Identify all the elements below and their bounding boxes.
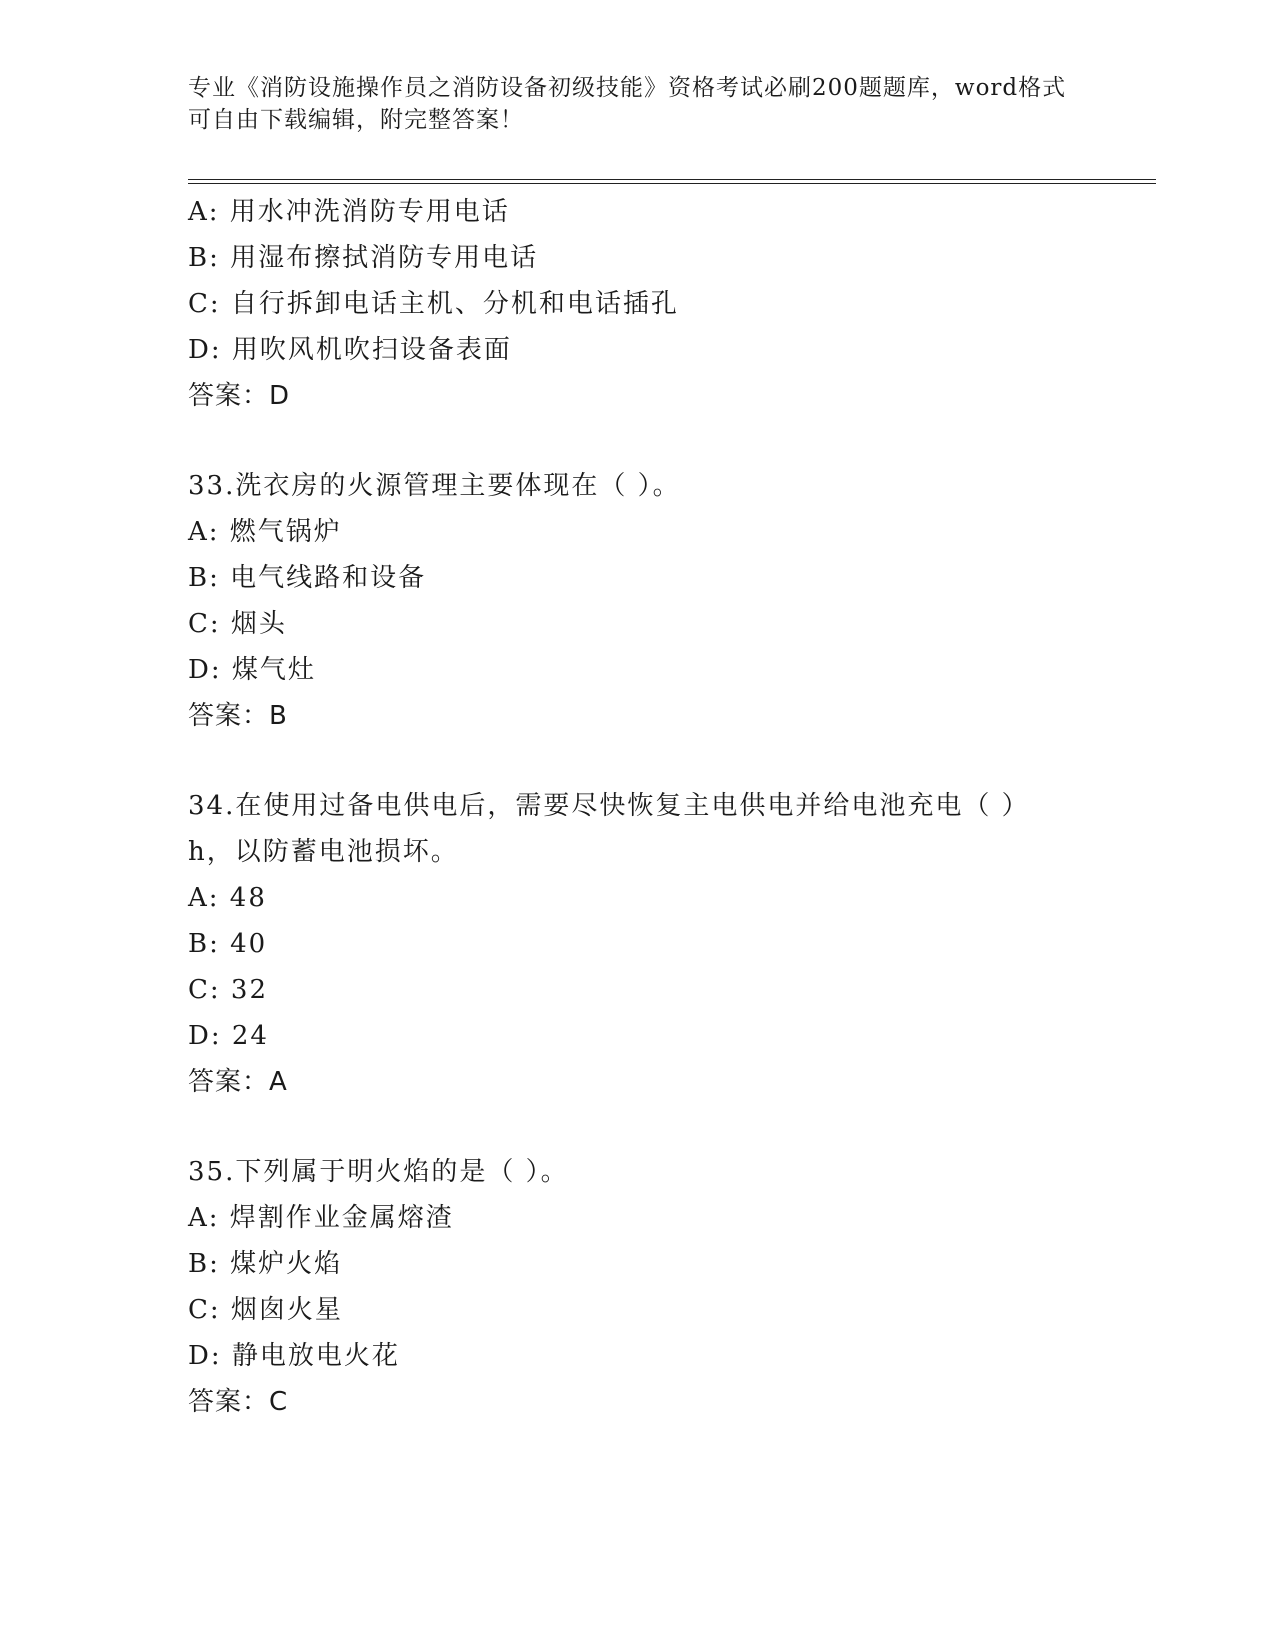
answer-line: 答案：C xyxy=(188,1387,289,1417)
question-stem: 35.下列属于明火焰的是（ ）。 xyxy=(188,1157,569,1187)
header-title: 专业《消防设施操作员之消防设备初级技能》资格考试必刷200题题库，word格式可自由下载编辑，附完整答案！ xyxy=(188,75,1067,133)
option-a: A: 48 xyxy=(188,883,267,913)
answer-line: 答案：B xyxy=(188,701,288,731)
option-b: B: 电气线路和设备 xyxy=(188,563,427,593)
question-32-continued xyxy=(188,189,1088,419)
option-b: B: 煤炉火焰 xyxy=(188,1249,343,1279)
option-d: D: 煤气灶 xyxy=(188,655,316,685)
header-divider-top xyxy=(188,179,1156,180)
option-a: A: 燃气锅炉 xyxy=(188,517,342,547)
question-35 xyxy=(188,1149,1088,1425)
option-a: A: 用水冲洗消防专用电话 xyxy=(188,197,510,227)
option-d: D: 用吹风机吹扫设备表面 xyxy=(188,335,512,365)
question-stem-line-2: h，以防蓄电池损坏。 xyxy=(188,837,459,867)
option-d: D: 24 xyxy=(188,1021,269,1051)
option-c: C: 32 xyxy=(188,975,269,1005)
document-header xyxy=(188,72,1068,136)
question-stem: 33.洗衣房的火源管理主要体现在（ ）。 xyxy=(188,471,681,501)
option-d: D: 静电放电火花 xyxy=(188,1341,400,1371)
answer-line: 答案：D xyxy=(188,381,291,411)
question-stem-line-1: 34.在使用过备电供电后，需要尽快恢复主电供电并给电池充电（ ） xyxy=(188,791,1030,821)
question-33 xyxy=(188,463,1088,739)
option-c: C: 烟囱火星 xyxy=(188,1295,343,1325)
option-c: C: 自行拆卸电话主机、分机和电话插孔 xyxy=(188,289,679,319)
header-divider-bottom xyxy=(188,183,1156,184)
answer-line: 答案：A xyxy=(188,1067,288,1097)
question-list xyxy=(188,189,1088,1425)
option-a: A: 焊割作业金属熔渣 xyxy=(188,1203,454,1233)
option-b: B: 用湿布擦拭消防专用电话 xyxy=(188,243,539,273)
option-b: B: 40 xyxy=(188,929,268,959)
option-c: C: 烟头 xyxy=(188,609,287,639)
question-34 xyxy=(188,783,1088,1105)
